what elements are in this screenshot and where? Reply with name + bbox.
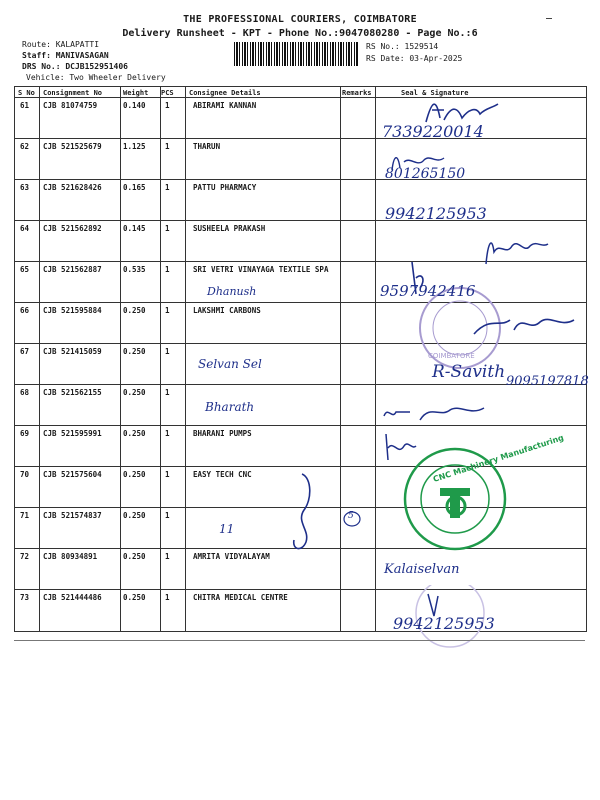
- row-72-sno: 72: [20, 552, 30, 561]
- row-73-pcs: 1: [165, 593, 170, 602]
- route-label: Route: KALAPATTI: [22, 40, 100, 49]
- header-pcs: PCS: [161, 89, 174, 97]
- round-stamp-text: COIMBATORE: [428, 352, 475, 360]
- row-64-consignee: SUSHEELA PRAKASH: [193, 224, 266, 233]
- header-signature: Seal & Signature: [401, 89, 469, 97]
- row-62-consignee: THARUN: [193, 142, 221, 151]
- drs-label: DRS No.: DCJB152951406: [22, 62, 128, 71]
- row-70-pcs: 1: [165, 470, 170, 479]
- row-68-weight: 0.250: [123, 388, 146, 397]
- header-sno: S No: [18, 89, 35, 97]
- row-70-weight: 0.250: [123, 470, 146, 479]
- corner-dash: [546, 18, 552, 19]
- row-69-consignment: CJB 521595991: [43, 429, 102, 438]
- row-70-consignment: CJB 521575604: [43, 470, 102, 479]
- footer-line: [14, 640, 585, 641]
- remark-row-71: 5: [348, 511, 354, 521]
- row-62-pcs: 1: [165, 142, 170, 151]
- header-weight: Weight: [123, 89, 149, 97]
- row-71-weight: 0.250: [123, 511, 146, 520]
- row-61-consignment: CJB 81074759: [43, 101, 98, 110]
- phone-row-62: 801265150: [385, 166, 466, 182]
- name-row-68: Bharath: [205, 400, 255, 414]
- row-73-consignment: CJB 521444486: [43, 593, 102, 602]
- staff-label: Staff: MANIVASAGAN: [22, 51, 109, 60]
- row-65-consignee: SRI VETRI VINAYAGA TEXTILE SPA: [193, 265, 329, 274]
- row-62-sno: 62: [20, 142, 30, 151]
- phone-row-73: 9942125953: [393, 614, 495, 633]
- name-row-67: Selvan Sel: [198, 357, 262, 371]
- row-73-consignee: CHITRA MEDICAL CENTRE: [193, 593, 288, 602]
- row-66-pcs: 1: [165, 306, 170, 315]
- row-61-sno: 61: [20, 101, 30, 110]
- row-71-pcs: 1: [165, 511, 170, 520]
- row-65-consignment: CJB 521562887: [43, 265, 102, 274]
- col-divider: [185, 87, 186, 631]
- col-divider: [340, 87, 341, 631]
- row-71-consignment: CJB 521574837: [43, 511, 102, 520]
- company-title: THE PROFESSIONAL COURIERS, COIMBATORE: [183, 14, 417, 25]
- row-67-pcs: 1: [165, 347, 170, 356]
- row-69-consignee: BHARANI PUMPS: [193, 429, 252, 438]
- row-64-consignment: CJB 521562892: [43, 224, 102, 233]
- row-70-consignee: EASY TECH CNC: [193, 470, 252, 479]
- rs-date: RS Date: 03-Apr-2025: [366, 54, 463, 63]
- signature-row-70: [282, 470, 322, 554]
- row-divider: [15, 179, 586, 180]
- row-68-pcs: 1: [165, 388, 170, 397]
- row-divider: [15, 589, 586, 590]
- runsheet-title: Delivery Runsheet - KPT - Phone No.:9047080280 - Page No.:6: [122, 28, 478, 39]
- row-61-pcs: 1: [165, 101, 170, 110]
- row-61-consignee: ABIRAMI KANNAN: [193, 101, 257, 110]
- row-65-sno: 65: [20, 265, 30, 274]
- signature-row-67: R-Savith: [432, 362, 506, 382]
- row-divider: [15, 384, 586, 385]
- row-66-sno: 66: [20, 306, 30, 315]
- row-73-weight: 0.250: [123, 593, 146, 602]
- row-66-consignment: CJB 521595884: [43, 306, 102, 315]
- row-62-weight: 1.125: [123, 142, 146, 151]
- name-row-65: Dhanush: [207, 285, 257, 298]
- row-divider: [15, 138, 586, 139]
- mark-row-71: 11: [219, 522, 235, 536]
- row-63-sno: 63: [20, 183, 30, 192]
- vehicle-label: Vehicle: Two Wheeler Delivery: [26, 73, 166, 82]
- col-divider: [375, 87, 376, 631]
- header-remarks: Remarks: [342, 89, 372, 97]
- row-63-weight: 0.165: [123, 183, 146, 192]
- row-72-consignment: CJB 80934891: [43, 552, 98, 561]
- row-68-sno: 68: [20, 388, 30, 397]
- row-72-pcs: 1: [165, 552, 170, 561]
- row-69-sno: 69: [20, 429, 30, 438]
- row-64-sno: 64: [20, 224, 30, 233]
- rs-number: RS No.: 1529514: [366, 42, 439, 51]
- col-divider: [160, 87, 161, 631]
- company-seal-text: CNC Machinery Manufacturing: [431, 433, 565, 484]
- row-62-consignment: CJB 521525679: [43, 142, 102, 151]
- row-divider: [15, 425, 586, 426]
- col-divider: [39, 87, 40, 631]
- row-63-consignee: PATTU PHARMACY: [193, 183, 257, 192]
- phone-row-61: 7339220014: [382, 122, 484, 141]
- row-65-weight: 0.535: [123, 265, 146, 274]
- signature-row-68: [380, 398, 490, 426]
- col-divider: [120, 87, 121, 631]
- row-72-consignee: AMRITA VIDYALAYAM: [193, 552, 270, 561]
- row-67-weight: 0.250: [123, 347, 146, 356]
- barcode: [234, 42, 358, 66]
- row-67-consignment: CJB 521415059: [43, 347, 102, 356]
- row-67-sno: 67: [20, 347, 30, 356]
- signature-row-64: [480, 232, 550, 268]
- phone-row-63: 9942125953: [385, 204, 487, 223]
- row-64-weight: 0.145: [123, 224, 146, 233]
- signature-row-66: [470, 308, 580, 338]
- row-70-sno: 70: [20, 470, 30, 479]
- row-63-pcs: 1: [165, 183, 170, 192]
- header-consignee: Consignee Details: [189, 89, 261, 97]
- row-63-consignment: CJB 521628426: [43, 183, 102, 192]
- row-64-pcs: 1: [165, 224, 170, 233]
- row-66-weight: 0.250: [123, 306, 146, 315]
- row-68-consignment: CJB 521562155: [43, 388, 102, 397]
- row-72-weight: 0.250: [123, 552, 146, 561]
- row-71-sno: 71: [20, 511, 30, 520]
- signature-row-72: Kalaiselvan: [384, 562, 460, 577]
- row-65-pcs: 1: [165, 265, 170, 274]
- header-consignment: Consignment No: [43, 89, 103, 97]
- phone-row-65: 9597942416: [380, 282, 476, 300]
- row-divider: [15, 220, 586, 221]
- phone-row-67: 9095197818: [506, 374, 589, 389]
- signature-row-69: [380, 430, 420, 464]
- row-69-pcs: 1: [165, 429, 170, 438]
- row-66-consignee: LAKSHMI CARBONS: [193, 306, 261, 315]
- row-73-sno: 73: [20, 593, 30, 602]
- row-69-weight: 0.250: [123, 429, 146, 438]
- row-61-weight: 0.140: [123, 101, 146, 110]
